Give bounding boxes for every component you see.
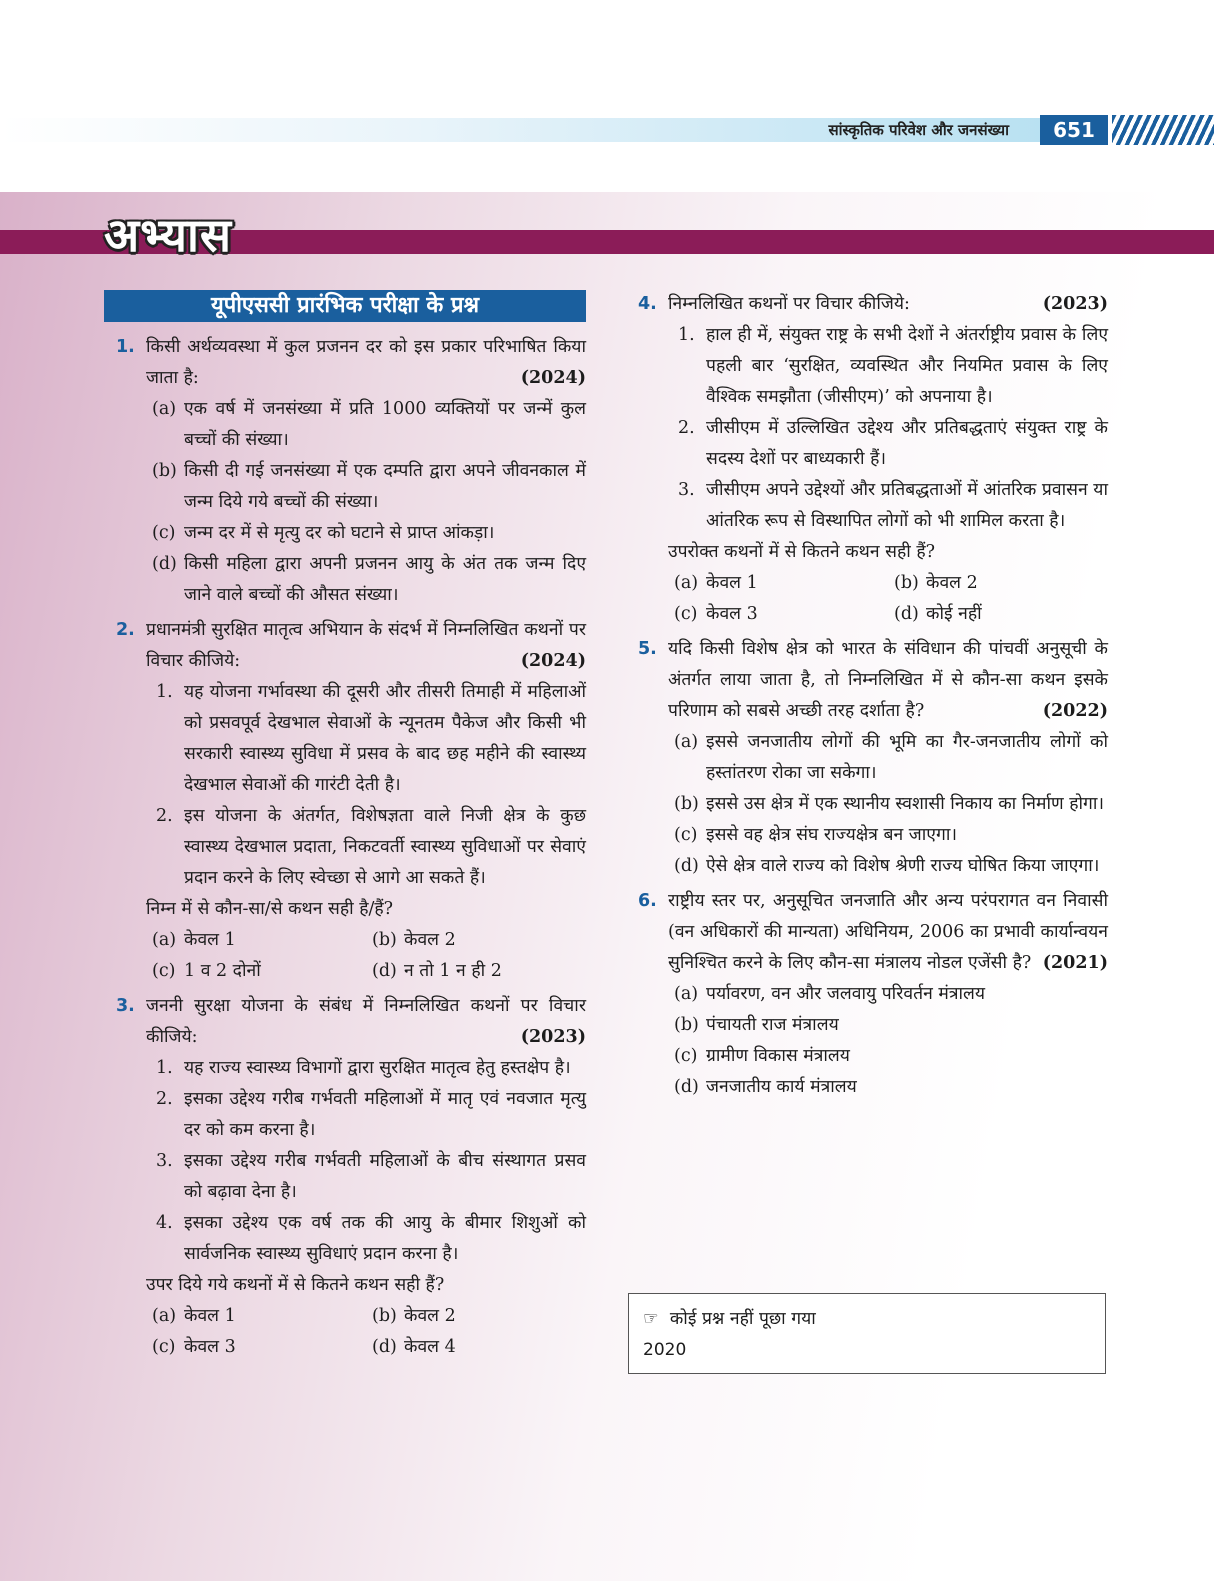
option-d: (d) कोई नहीं	[894, 604, 982, 624]
option-b: (b) पंचायती राज मंत्रालय	[674, 1015, 839, 1035]
question-stem: प्रधानमंत्री सुरक्षित मातृत्व अभियान के संदर्भ में निम्नलिखित कथनों पर विचार कीजिये: (2024)	[146, 615, 586, 677]
option-d: (d) ऐसे क्षेत्र वाले राज्य को विशेष श्रेणी राज्य घोषित किया जाएगा।	[674, 856, 1100, 876]
question-number: 4.	[638, 294, 657, 314]
options-grid	[668, 568, 1108, 630]
question-stem: निम्नलिखित कथनों पर विचार कीजिये: (2023)	[668, 289, 1108, 320]
chapter-title: सांस्कृतिक परिवेश और जनसंख्या	[828, 121, 1009, 139]
note-box	[628, 1293, 1106, 1374]
question-stem: राष्ट्रीय स्तर पर, अनुसूचित जनजाति और अन्य परंपरागत वन निवासी (वन अधिकारों की मान्यता) अधिनियम, 2006 का प्रभावी कार्यान्वयन सुनिश्चित करने के लिए कौन-सा मंत्रालय नोडल एजेंसी है? (2021)	[668, 886, 1108, 979]
question-year: (2023)	[1042, 294, 1108, 314]
options-grid	[146, 925, 586, 987]
question-year: (2023)	[520, 1027, 586, 1047]
statement-3: 3. इसका उद्देश्य गरीब गर्भवती महिलाओं के बीच संस्थागत प्रसव को बढ़ावा देना है।	[156, 1151, 586, 1202]
question-number: 3.	[116, 996, 135, 1016]
option-b: (b) केवल 2	[372, 1306, 456, 1326]
option-d: (d) जनजातीय कार्य मंत्रालय	[674, 1077, 857, 1097]
option-c: (c) केवल 3	[674, 604, 758, 624]
question-number: 6.	[638, 891, 657, 911]
options-grid	[146, 1301, 586, 1363]
question-year: (2021)	[1042, 953, 1108, 973]
question-year: (2024)	[520, 651, 586, 671]
question-stem: यदि किसी विशेष क्षेत्र को भारत के संविधान की पांचवीं अनुसूची के अंतर्गत लाया जाता है, तो निम्नलिखित में से कौन-सा कथन इसके परिणाम को सबसे अच्छी तरह दर्शाता है? (2022)	[668, 634, 1108, 727]
question-prompt: उपर दिये गये कथनों में से कितने कथन सही हैं?	[146, 1275, 445, 1295]
question-1	[116, 332, 586, 611]
question-5	[638, 634, 1108, 882]
option-c: (c) इससे वह क्षेत्र संघ राज्यक्षेत्र बन जाएगा।	[674, 825, 958, 845]
option-a: (a) केवल 1	[674, 573, 758, 593]
option-d: (d) न तो 1 न ही 2	[372, 961, 502, 981]
statement-2: 2. इसका उद्देश्य गरीब गर्भवती महिलाओं में मातृ एवं नवजात मृत्यु दर को कम करना है।	[156, 1089, 586, 1140]
note-line	[643, 1304, 1091, 1335]
statement-4: 4. इसका उद्देश्य एक वर्ष तक की आयु के बीमार शिशुओं को सार्वजनिक स्वास्थ्य सुविधाएं प्रदान करना है।	[156, 1213, 586, 1264]
pointing-hand-icon: ☞	[643, 1309, 659, 1329]
question-stem: जननी सुरक्षा योजना के संबंध में निम्नलिखित कथनों पर विचार कीजिये: (2023)	[146, 991, 586, 1053]
header-stripes	[1112, 115, 1214, 145]
question-number: 2.	[116, 620, 135, 640]
question-2	[116, 615, 586, 987]
question-stem: किसी अर्थव्यवस्था में कुल प्रजनन दर को इस प्रकार परिभाषित किया जाता है: (2024)	[146, 332, 586, 394]
statement-1: 1. हाल ही में, संयुक्त राष्ट्र के सभी देशों ने अंतर्राष्ट्रीय प्रवास के लिए पहली बार ‘सुरक्षित, व्यवस्थित और नियमित प्रवास के लिए वैश्विक समझौता (जीसीएम)’ को अपनाया है।	[678, 325, 1108, 407]
option-c: (c) जन्म दर में से मृत्यु दर को घटाने से प्राप्त आंकड़ा।	[152, 523, 495, 543]
page-number: 651	[1040, 115, 1108, 145]
option-d: (d) केवल 4	[372, 1337, 456, 1357]
option-a: (a) पर्यावरण, वन और जलवायु परिवर्तन मंत्रालय	[674, 984, 986, 1004]
question-3	[116, 991, 586, 1363]
statement-1: 1. यह राज्य स्वास्थ्य विभागों द्वारा सुरक्षित मातृत्व हेतु हस्तक्षेप है।	[156, 1058, 571, 1078]
question-6	[638, 886, 1108, 1103]
option-a: (a) इससे जनजातीय लोगों की भूमि का गैर-जनजातीय लोगों को हस्तांतरण रोका जा सकेगा।	[674, 732, 1108, 783]
note-text: कोई प्रश्न नहीं पूछा गया	[669, 1309, 816, 1329]
question-number: 5.	[638, 639, 657, 659]
option-b: (b) किसी दी गई जनसंख्या में एक दम्पति द्वारा अपने जीवनकाल में जन्म दिये गये बच्चों की संख्या।	[152, 461, 586, 512]
option-b: (b) केवल 2	[894, 573, 978, 593]
question-prompt: उपरोक्त कथनों में से कितने कथन सही हैं?	[668, 542, 936, 562]
question-prompt: निम्न में से कौन-सा/से कथन सही है/हैं?	[146, 899, 394, 919]
option-c: (c) ग्रामीण विकास मंत्रालय	[674, 1046, 850, 1066]
option-b: (b) इससे उस क्षेत्र में एक स्थानीय स्वशासी निकाय का निर्माण होगा।	[674, 794, 1105, 814]
option-a: (a) एक वर्ष में जनसंख्या में प्रति 1000 व्यक्तियों पर जन्में कुल बच्चों की संख्या।	[152, 399, 586, 450]
statement-2: 2. जीसीएम में उल्लिखित उद्देश्य और प्रतिबद्धताएं संयुक्त राष्ट्र के सदस्य देशों पर बाध्यकारी हैं।	[678, 418, 1108, 469]
option-a: (a) केवल 1	[152, 930, 236, 950]
left-column	[116, 290, 586, 1363]
option-b: (b) केवल 2	[372, 930, 456, 950]
statement-2: 2. इस योजना के अंतर्गत, विशेषज्ञता वाले निजी क्षेत्र के कुछ स्वास्थ्य देखभाल प्रदाता, निकटवर्ती स्वास्थ्य सुविधाओं पर सेवाएं प्रदान करने के लिए स्वेच्छा से आगे आ सकते हैं।	[156, 806, 586, 888]
option-a: (a) केवल 1	[152, 1306, 236, 1326]
option-c: (c) केवल 3	[152, 1337, 236, 1357]
question-year: (2024)	[520, 368, 586, 388]
sub-heading: यूपीएससी प्रारंभिक परीक्षा के प्रश्न	[104, 290, 586, 322]
note-year: 2020	[643, 1340, 687, 1360]
statement-1: 1. यह योजना गर्भावस्था की दूसरी और तीसरी तिमाही में महिलाओं को प्रसवपूर्व देखभाल सेवाओं के न्यूनतम पैकेज और किसी भी सरकारी स्वास्थ्य सुविधा में प्रसव के बाद छह महीने की स्वास्थ्य देखभाल सेवाओं की गारंटी देती है।	[156, 682, 586, 795]
option-c: (c) 1 व 2 दोनों	[152, 961, 261, 981]
question-number: 1.	[116, 337, 135, 357]
right-column	[638, 289, 1108, 1103]
option-d: (d) किसी महिला द्वारा अपनी प्रजनन आयु के अंत तक जन्म दिए जाने वाले बच्चों की औसत संख्या।	[152, 554, 586, 605]
statement-3: 3. जीसीएम अपने उद्देश्यों और प्रतिबद्धताओं में आंतरिक प्रवासन या आंतरिक रूप से विस्थापित लोगों को भी शामिल करता है।	[678, 480, 1108, 531]
question-year: (2022)	[1042, 701, 1108, 721]
section-heading: अभ्यास	[104, 208, 232, 262]
question-4	[638, 289, 1108, 630]
